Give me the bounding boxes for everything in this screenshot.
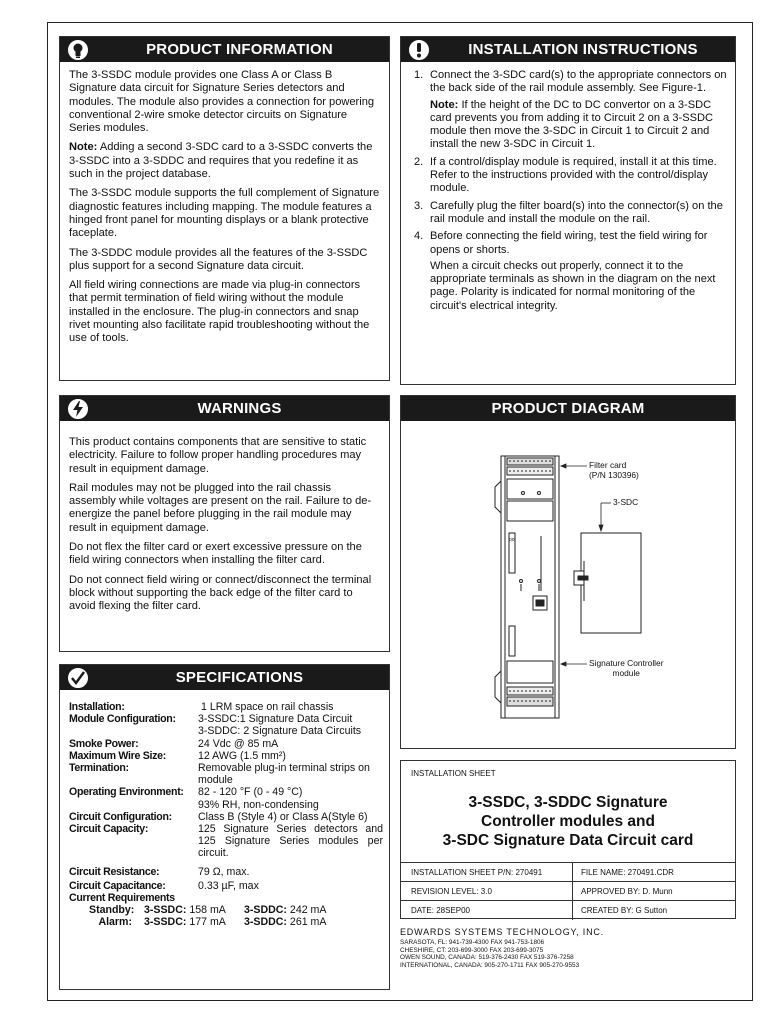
spec-row bbox=[69, 738, 383, 750]
company-contact-line: OWEN SOUND, CANADA: 519-376-2430 FAX 519-376-7258 bbox=[400, 954, 574, 962]
checkmark-icon bbox=[66, 666, 90, 690]
step-number: 1. bbox=[414, 69, 424, 81]
spec-value: 1 LRM space on rail chassis bbox=[201, 701, 334, 713]
paragraph: Do not flex the filter card or exert excessive pressure on the field wiring connectors when installing the filter card. bbox=[69, 541, 362, 567]
sdc-card-drawing bbox=[574, 533, 641, 633]
spec-key: Maximum Wire Size: bbox=[69, 749, 166, 762]
document-title bbox=[401, 789, 735, 863]
filter-card-label bbox=[589, 460, 639, 480]
spec-value: 3-SSDC:1 Signature Data Circuit bbox=[198, 713, 353, 726]
created-by: CREATED BY: G Sutton bbox=[581, 906, 668, 915]
installation-section bbox=[400, 36, 736, 385]
spec-row bbox=[69, 799, 383, 811]
spec-row bbox=[69, 811, 383, 823]
revision-level: REVISION LEVEL: 3.0 bbox=[401, 882, 573, 900]
label-line: Filter card bbox=[589, 460, 627, 470]
spec-value: Removable plug-in terminal strips on module bbox=[198, 762, 370, 787]
step-text: Before connecting the field wiring, test the field wiring for opens or shorts. bbox=[430, 230, 708, 256]
product-information-body bbox=[69, 69, 381, 352]
spec-row bbox=[69, 880, 383, 892]
date: DATE: 28SEP00 bbox=[401, 901, 573, 920]
sddc-label: 3-SDDC: bbox=[244, 904, 287, 917]
installation-body bbox=[414, 69, 727, 317]
label-line: (P/N 130396) bbox=[589, 470, 639, 480]
step-item bbox=[414, 156, 727, 196]
installation-header bbox=[401, 37, 735, 62]
standby-row bbox=[69, 904, 383, 916]
alarm-label: Alarm: bbox=[98, 916, 132, 929]
paragraph: Rail modules may not be plugged into the rail chassis assembly while voltages are present on the rail. Failure to de-energize the panel before plugging in the rail module may result in equipment damage. bbox=[69, 481, 372, 534]
step-number: 4. bbox=[414, 230, 424, 243]
spec-key: Termination: bbox=[69, 762, 129, 775]
company-contact-line: CHESHIRE, CT: 203-699-3000 FAX 203-699-3075 bbox=[400, 946, 544, 954]
product-information-section bbox=[59, 36, 390, 381]
step-text: If a control/display module is required, install it at this time. Refer to the instructions provided with the control/display module. bbox=[430, 155, 717, 195]
step-item bbox=[414, 200, 727, 227]
spec-key bbox=[69, 725, 198, 737]
warnings-section bbox=[59, 395, 390, 652]
product-information-header bbox=[60, 37, 389, 62]
spec-value: 12 AWG (1.5 mm²) bbox=[198, 749, 286, 762]
spec-value: 3-SDDC: 2 Signature Data Circuits bbox=[198, 725, 362, 738]
title-line: 3-SSDC, 3-SDDC Signature bbox=[468, 794, 668, 811]
step-text: Carefully plug the filter board(s) into the connector(s) on the rail module and install the module on the rail. bbox=[430, 199, 723, 225]
exclamation-icon bbox=[407, 38, 431, 62]
note-text: If the height of the DC to DC convertor on a 3-SDC card prevents you from adding it to Circuit 2 on a 3-SSDC module then move the 3-SDC in Circuit 1 to Circuit 2 and install the new 3-SDC in Circuit 1. bbox=[430, 98, 714, 151]
title-block-row bbox=[401, 882, 735, 901]
note-label: Note: bbox=[430, 98, 459, 111]
spec-row bbox=[69, 750, 383, 762]
paragraph: This product contains components that are sensitive to static electricity. Failure to follow proper handling procedures may result in equipment damage. bbox=[69, 436, 367, 475]
alarm-row bbox=[69, 916, 383, 928]
label-line: module bbox=[612, 668, 640, 678]
step-text: Connect the 3-SDC card(s) to the appropriate connectors on the back side of the rail module assembly. See Figure-1. bbox=[430, 69, 727, 95]
section-title: INSTALLATION INSTRUCTIONS bbox=[468, 41, 698, 58]
step-note bbox=[430, 99, 727, 152]
title-block bbox=[400, 760, 736, 919]
spec-row bbox=[69, 725, 383, 737]
title-line: Controller modules and bbox=[481, 813, 655, 830]
approved-by: APPROVED BY: D. Munn bbox=[581, 887, 673, 896]
specifications-section bbox=[59, 664, 390, 990]
spec-row bbox=[69, 823, 383, 860]
section-title: WARNINGS bbox=[197, 400, 282, 417]
standby-ssdc-value: 158 mA bbox=[189, 904, 226, 917]
sddc-label: 3-SDDC: bbox=[244, 916, 287, 929]
spec-value: 79 Ω, max. bbox=[198, 865, 250, 878]
alarm-ssdc-value: 177 mA bbox=[189, 916, 226, 929]
company-contact-line: INTERNATIONAL, CANADA: 905-270-1711 FAX 905-270-9553 bbox=[400, 961, 580, 969]
step-number: 2. bbox=[414, 155, 424, 168]
title-block-row bbox=[401, 901, 735, 920]
title-block-row bbox=[401, 863, 735, 882]
step-item bbox=[414, 69, 727, 152]
spec-value: Class B (Style 4) or Class A(Style 6) bbox=[198, 810, 368, 823]
paragraph: The 3-SSDC module supports the full complement of Signature diagnostic features including mapping. The module features a hinged front panel for mounting displays or a blank protective faceplate. bbox=[69, 187, 380, 240]
spec-key: Circuit Capacitance: bbox=[69, 879, 166, 892]
note-label: Note: bbox=[69, 141, 98, 154]
company-info bbox=[400, 927, 740, 969]
title-line: 3-SDC Signature Data Circuit card bbox=[442, 832, 694, 849]
file-name: FILE NAME: 270491.CDR bbox=[581, 868, 674, 877]
warnings-header bbox=[60, 396, 389, 421]
spec-row bbox=[69, 713, 383, 725]
spec-row bbox=[69, 762, 383, 786]
product-diagram bbox=[401, 421, 737, 750]
specifications-header bbox=[60, 665, 389, 690]
warnings-body bbox=[69, 436, 381, 620]
spec-value: 93% RH, non-condensing bbox=[198, 798, 319, 811]
spec-key: Installation: bbox=[69, 701, 125, 713]
lightbulb-icon bbox=[66, 38, 90, 62]
paragraph: Do not connect field wiring or connect/disconnect the terminal block without supporting the back edge of the filter card to avoid flexing the filter card. bbox=[69, 573, 372, 613]
note-text: Adding a second 3-SDC card to a 3-SSDC converts the 3-SSDC into a 3-SDDC and requires that you redefine it as such in the project database. bbox=[69, 141, 373, 181]
spec-key: Circuit Capacity: bbox=[69, 823, 149, 836]
paragraph bbox=[69, 141, 381, 181]
paragraph: The 3-SDDC module provides all the features of the 3-SSDC plus support for a second Signature data circuit. bbox=[69, 246, 368, 272]
specifications-body bbox=[69, 701, 383, 929]
paragraph: All field wiring connections are made via plug-in connectors that permit termination of field wiring without the module installed in the enclosure. The plug-in connectors and snap rivet mounting also facilitate rapid troubleshooting without the use of tools. bbox=[69, 279, 370, 345]
section-title: PRODUCT DIAGRAM bbox=[491, 400, 645, 417]
company-name: EDWARDS SYSTEMS TECHNOLOGY, INC. bbox=[400, 927, 604, 937]
spec-row bbox=[69, 866, 383, 878]
sheet-pn: INSTALLATION SHEET P/N: 270491 bbox=[401, 863, 573, 881]
signature-controller-label bbox=[589, 658, 663, 678]
spec-key: Circuit Configuration: bbox=[69, 810, 172, 823]
spec-key: Operating Environment: bbox=[69, 786, 184, 799]
standby-sddc-value: 242 mA bbox=[289, 904, 327, 917]
spec-value: 0.33 µF, max bbox=[198, 879, 259, 892]
label-line: Signature Controller bbox=[589, 658, 664, 668]
product-diagram-header bbox=[401, 396, 735, 421]
sdc-label: 3-SDC bbox=[613, 497, 639, 507]
product-diagram-section bbox=[400, 395, 736, 749]
spec-row bbox=[69, 701, 383, 713]
spec-key bbox=[69, 799, 198, 811]
spec-key: Module Configuration: bbox=[69, 713, 176, 726]
section-title: PRODUCT INFORMATION bbox=[146, 41, 333, 58]
spec-key: Circuit Resistance: bbox=[69, 865, 160, 878]
paragraph: The 3-SSDC module provides one Class A or Class B Signature data circuit for Signature Series detectors and modules. The module also provides a connection for powering conventional 2-wire smoke detector circuits on Signature Series modules. bbox=[69, 69, 375, 135]
rail-module-drawing bbox=[495, 456, 559, 718]
current-requirements-label: Current Requirements bbox=[69, 892, 175, 905]
spec-row bbox=[69, 786, 383, 798]
step-text: When a circuit checks out properly, connect it to the appropriate terminals as shown in the diagram on the next page. Polarity is indicated for normal monitoring of the circuit's electrical integrity. bbox=[430, 259, 716, 312]
ssdc-label: 3-SSDC: bbox=[144, 916, 187, 929]
step-number: 3. bbox=[414, 199, 424, 212]
alarm-sddc-value: 261 mA bbox=[289, 916, 327, 929]
step-item bbox=[414, 230, 727, 313]
company-contact-line: SARASOTA, FL: 941-739-4300 FAX 941-753-1806 bbox=[400, 939, 545, 946]
lightning-bolt-icon bbox=[66, 397, 90, 421]
ssdc-label: 3-SSDC: bbox=[144, 904, 187, 917]
spec-value: 82 - 120 °F (0 - 49 °C) bbox=[198, 786, 303, 799]
sheet-type: INSTALLATION SHEET bbox=[411, 769, 496, 778]
spec-value: 24 Vdc @ 85 mA bbox=[198, 737, 279, 750]
spec-key: Smoke Power: bbox=[69, 737, 139, 750]
standby-label: Standby: bbox=[89, 904, 135, 917]
section-title: SPECIFICATIONS bbox=[175, 669, 304, 686]
svg-text:oo: oo bbox=[509, 537, 515, 543]
spec-value: 125 Signature Series detectors and 125 Signature Series modules per circuit. bbox=[198, 823, 383, 860]
